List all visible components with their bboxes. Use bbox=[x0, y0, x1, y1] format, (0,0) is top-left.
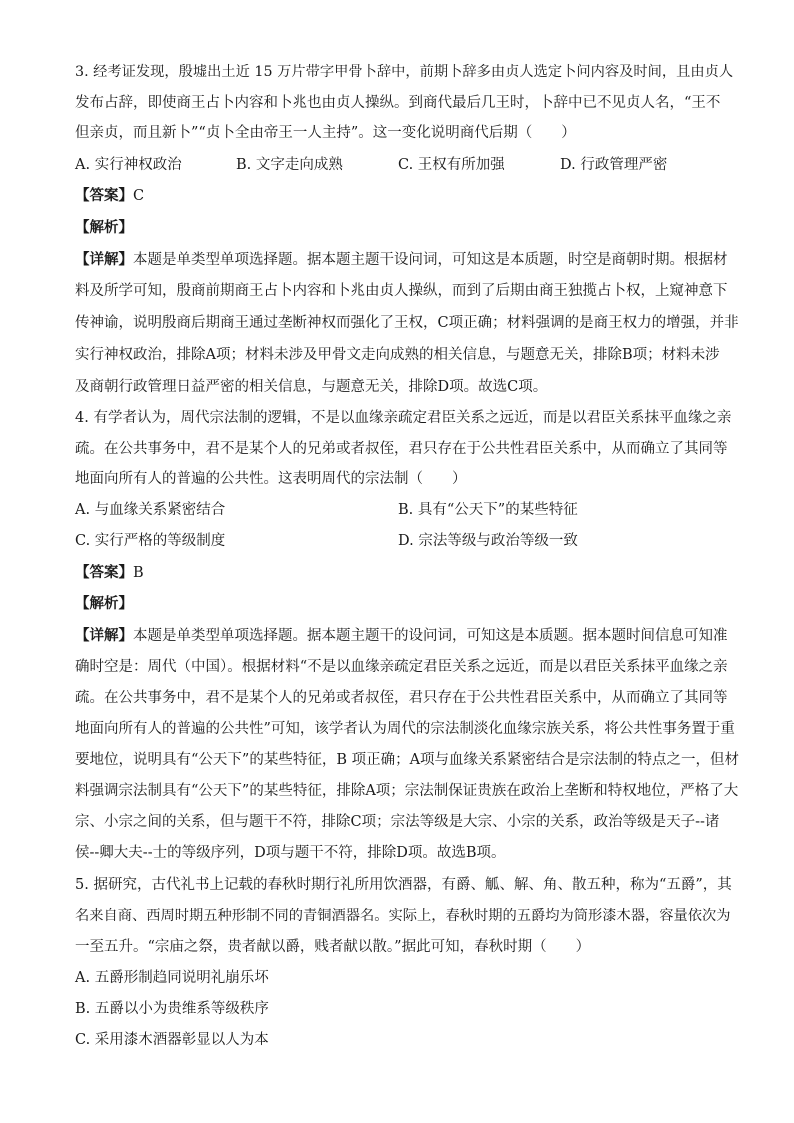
answer-value: C bbox=[133, 188, 145, 204]
question-4-detail-line-3: 疏。在公共事务中，君不是某个人的兄弟或者叔侄，君只存在于公共性君臣关系中，从而确立了其同等 bbox=[75, 690, 728, 706]
question-3-stem-line-3: 但亲贞，而且新卜”“贞卜全由帝王一人主持”。这一变化说明商代后期（ ） bbox=[75, 125, 576, 141]
question-3-option-d: D. 行政管理严密 bbox=[560, 157, 668, 173]
question-4-detail-line-6: 料强调宗法制具有“公天下”的某些特征，排除A项；宗法制保证贵族在政治上垄断和特权地位，严格了大 bbox=[75, 783, 739, 799]
answer-label: 【答案】 bbox=[75, 187, 133, 204]
question-3-detail-line-2: 料及所学可知，殷商前期商王占卜内容和卜兆由贞人操纵，而到了后期由商王独揽占卜权，上窥神意下 bbox=[75, 283, 728, 299]
question-4-detail-line-5: 要地位，说明具有“公天下”的某些特征，B 项正确；A项与血缘关系紧密结合是宗法制的特点之一，但材 bbox=[75, 752, 740, 768]
question-5-option-a: A. 五爵形制趋同说明礼崩乐坏 bbox=[75, 970, 269, 986]
question-3-analysis-label: 【解析】 bbox=[75, 219, 133, 236]
question-4-answer bbox=[75, 563, 144, 583]
question-3-detail-line-5: 及商朝行政管理日益严密的相关信息，与题意无关，排除D项。故选C项。 bbox=[75, 379, 548, 395]
question-3-option-c: C. 王权有所加强 bbox=[398, 157, 505, 173]
question-5-stem-line-1: 5. 据研究，古代礼书上记载的春秋时期行礼所用饮酒器，有爵、觚、解、角、散五种，称为“五爵”，其 bbox=[75, 877, 732, 893]
question-4-option-a: A. 与血缘关系紧密结合 bbox=[75, 502, 226, 518]
question-4-stem-line-2: 疏。在公共事务中，君不是某个人的兄弟或者叔侄，君只存在于公共性君臣关系中，从而确立了其同等 bbox=[75, 441, 728, 457]
question-3-stem-line-1: 3. 经考证发现，殷墟出土近 15 万片带字甲骨卜辞中，前期卜辞多由贞人选定卜问内容及时间，且由贞人 bbox=[75, 64, 734, 80]
detail-label: 【详解】 bbox=[75, 251, 133, 268]
question-3-option-a: A. 实行神权政治 bbox=[75, 157, 182, 173]
question-3-answer bbox=[75, 186, 144, 206]
question-4-stem-line-3: 地面向所有人的普遍的公共性。这表明周代的宗法制（ ） bbox=[75, 471, 467, 487]
question-5-option-b: B. 五爵以小为贵维系等级秩序 bbox=[75, 1001, 269, 1017]
question-5-stem-line-2: 名来自商、西周时期五种形制不同的青铜酒器名。实际上，春秋时期的五爵均为筒形漆木器，容量依次为 bbox=[75, 908, 731, 924]
question-4-option-c: C. 实行严格的等级制度 bbox=[75, 533, 226, 549]
question-4-detail-line-8: 侯--卿大夫--士的等级序列，D项与题干不符，排除D项。故选B项。 bbox=[75, 845, 506, 861]
detail-text: 本题是单类型单项选择题。据本题主题干设问词，可知这是本质题，时空是商朝时期。根据材 bbox=[133, 252, 728, 268]
question-3-stem-line-2: 发布占辞，即使商王占卜内容和卜兆也由贞人操纵。到商代最后几王时，卜辞中已不见贞人名，“王不 bbox=[75, 95, 721, 111]
question-3-option-b: B. 文字走向成熟 bbox=[236, 157, 343, 173]
question-5-stem-line-3: 一至五升。“宗庙之祭，贵者献以爵，贱者献以散。”据此可知，春秋时期（ ） bbox=[75, 939, 591, 955]
question-4-stem-line-1: 4. 有学者认为，周代宗法制的逻辑，不是以血缘亲疏定君臣关系之远近，而是以君臣关系抹平血缘之亲 bbox=[75, 410, 732, 426]
question-4-option-d: D. 宗法等级与政治等级一致 bbox=[398, 533, 578, 549]
detail-text: 本题是单类型单项选择题。据本题主题干的设问词，可知这是本质题。据本题时间信息可知准 bbox=[133, 628, 728, 644]
answer-label: 【答案】 bbox=[75, 564, 133, 581]
question-4-analysis-label: 【解析】 bbox=[75, 595, 133, 612]
detail-label: 【详解】 bbox=[75, 627, 133, 644]
question-3-detail-line-4: 实行神权政治，排除A项；材料未涉及甲骨文走向成熟的相关信息，与题意无关，排除B项；材料未涉 bbox=[75, 347, 720, 363]
question-4-detail-line-2: 确时空是：周代（中国）。根据材料“不是以血缘亲疏定君臣关系之远近，而是以君臣关系抹平血缘之亲 bbox=[75, 659, 728, 675]
question-4-detail-line-4: 地面向所有人的普遍的公共性”可知，该学者认为周代的宗法制淡化血缘宗族关系，将公共性事务置于重 bbox=[75, 721, 735, 737]
question-4-detail-line-7: 宗、小宗之间的关系，但与题干不符，排除C项；宗法等级是大宗、小宗的关系，政治等级是天子--诸 bbox=[75, 814, 720, 830]
question-3-detail-line-3: 传神谕，说明殷商后期商王通过垄断神权而强化了王权，C项正确；材料强调的是商王权力的增强，并非 bbox=[75, 315, 739, 331]
question-4-detail-line-1 bbox=[75, 626, 728, 646]
question-3-detail-line-1 bbox=[75, 250, 728, 270]
question-5-option-c: C. 采用漆木酒器彰显以人为本 bbox=[75, 1032, 269, 1048]
answer-value: B bbox=[133, 565, 144, 581]
question-4-option-b: B. 具有“公天下”的某些特征 bbox=[398, 502, 578, 518]
